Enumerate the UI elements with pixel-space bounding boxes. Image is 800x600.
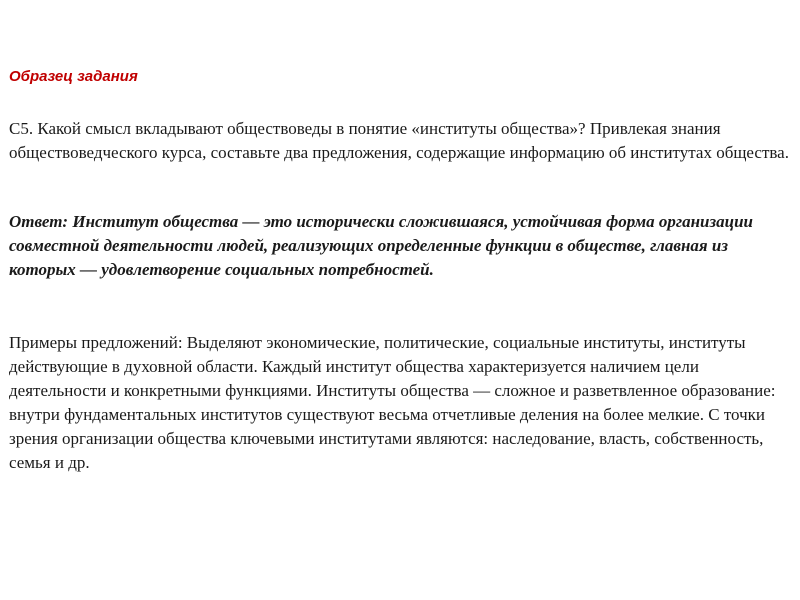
examples-text: Примеры предложений: Выделяют экономические, политические, социальные институты, институты действующие в духовной области. Каждый институт общества характеризуется наличием цели деятельности и конкретными функциями. Институты общества — сложное и разветвленное образование: внутри фундаментальных институтов существуют весьма отчетливые деления на более мелкие. С точки зрения организации общества ключевыми институтами являются: наследование, власть, собственность, семья и др. — [9, 333, 776, 472]
question-text: С5. Какой смысл вкладывают обществоведы в понятие «институты общества»? Привлекая знания обществоведческого курса, составьте два предложения, содержащие информацию об институтах общества. — [9, 119, 789, 162]
slide-heading: Образец задания — [9, 68, 138, 85]
answer-text: Ответ: Институт общества — это исторически сложившаяся, устойчивая форма организации совместной деятельности людей, реализующих определенные функции в обществе, главная из которых — удовлетворение социальных потребностей. — [9, 212, 753, 279]
